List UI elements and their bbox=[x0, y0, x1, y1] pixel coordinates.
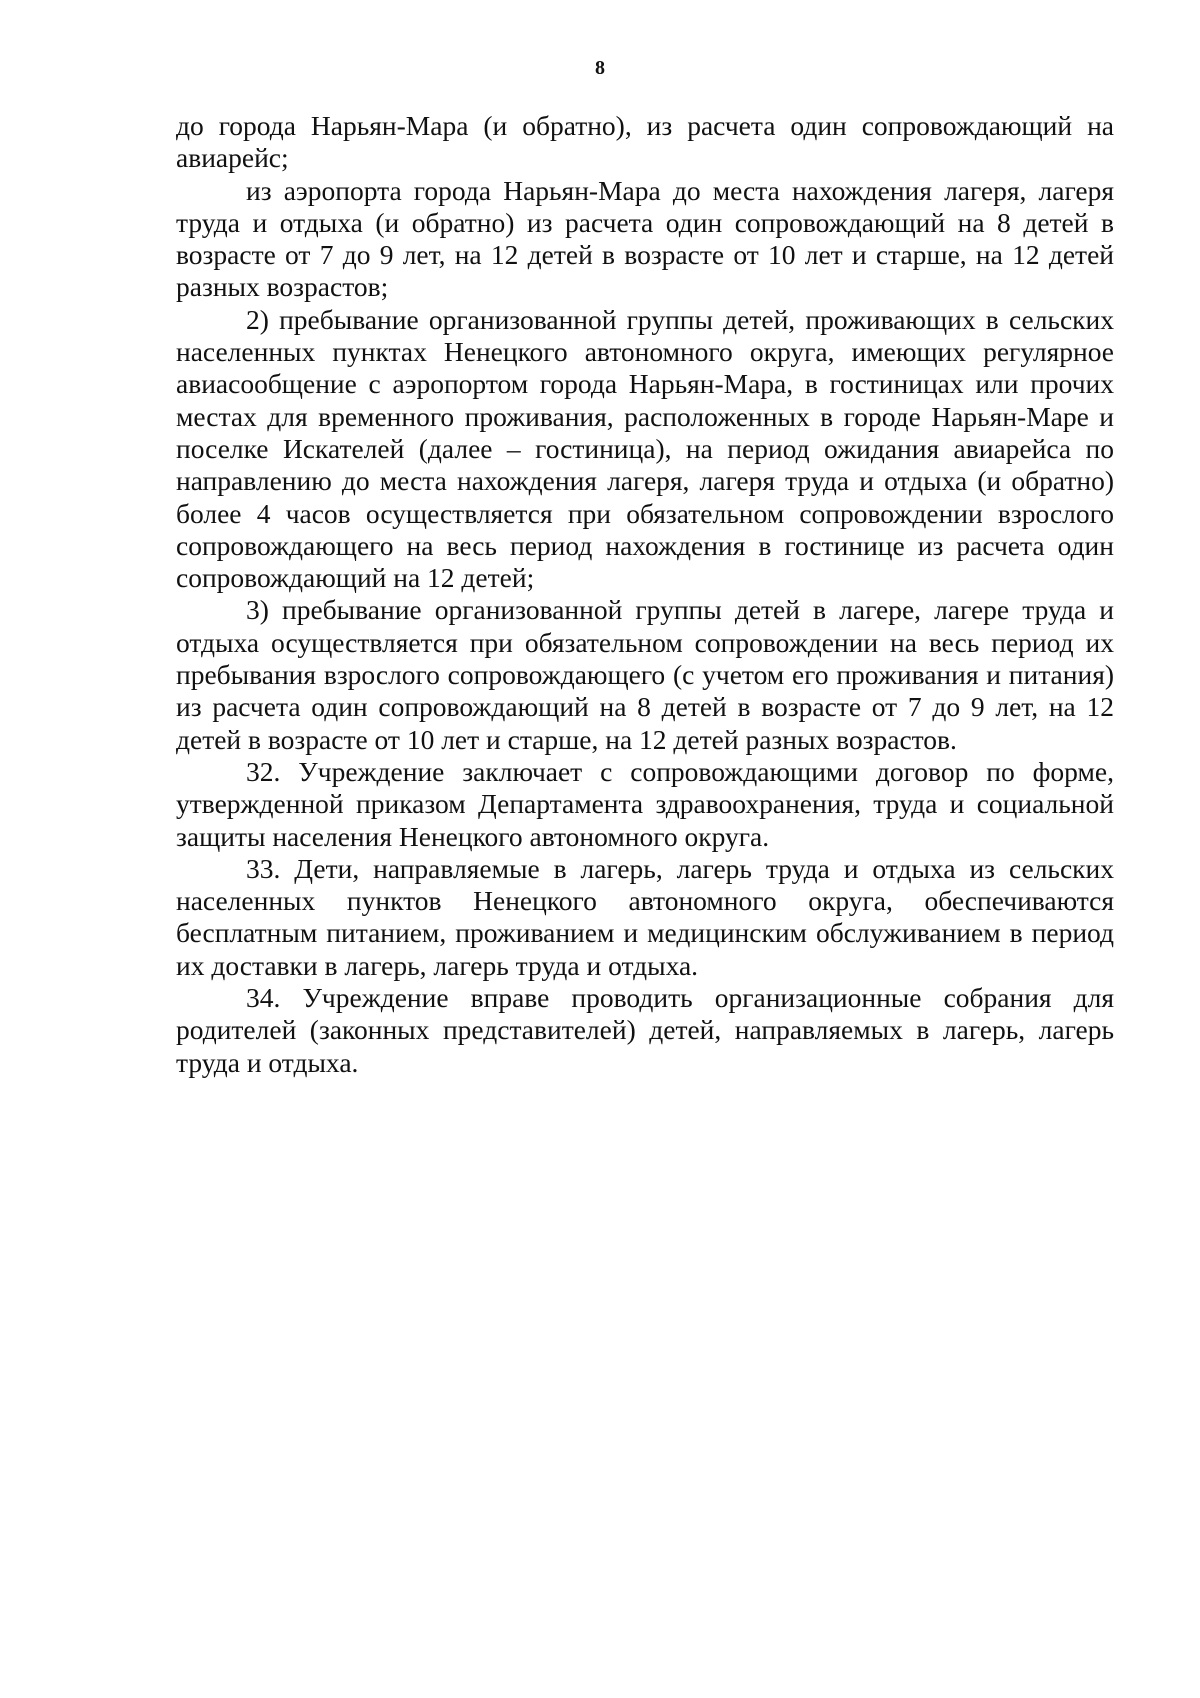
paragraph-clause-32: 32. Учреждение заключает с сопровождающими договор по форме, утвержденной приказом Департамента здравоохранения, труда и социальной защиты населения Ненецкого автономного округа. bbox=[176, 755, 1114, 852]
paragraph-continuation: до города Нарьян-Мара (и обратно), из расчета один сопровождающий на авиарейс; bbox=[176, 110, 1114, 174]
paragraph-item-2: 2) пребывание организованной группы детей, проживающих в сельских населенных пунктах Ненецкого автономного округа, имеющих регулярное авиасообщение с аэропортом города Нарьян-Мара, в гостиницах или прочих местах для временного проживания, расположенных в городе Нарьян-Маре и поселке Искателей (далее – гостиница), на период ожидания авиарейса по направлению до места нахождения лагеря, лагеря труда и отдыха (и обратно) более 4 часов осуществляется при обязательном сопровождении взрослого сопровождающего на весь период нахождения в гостинице из расчета один сопровождающий на 12 детей; bbox=[176, 303, 1114, 594]
paragraph-clause-34: 34. Учреждение вправе проводить организационные собрания для родителей (законных представителей) детей, направляемых в лагерь, лагерь труда и отдыха. bbox=[176, 982, 1114, 1078]
page-number: 8 bbox=[595, 57, 605, 79]
paragraph-clause-33: 33. Дети, направляемые в лагерь, лагерь труда и отдыха из сельских населенных пунктов Ненецкого автономного округа, обеспечиваются бесплатным питанием, проживанием и медицинским обслуживанием в период их доставки в лагерь, лагерь труда и отдыха. bbox=[176, 852, 1114, 981]
document-body bbox=[176, 110, 1114, 1079]
paragraph-item-3: 3) пребывание организованной группы детей в лагере, лагере труда и отдыха осуществляется при обязательном сопровождении на весь период их пребывания взрослого сопровождающего (с учетом его проживания и питания) из расчета один сопровождающий на 8 детей в возрасте от 7 до 9 лет, на 12 детей в возрасте от 10 лет и старше, на 12 детей разных возрастов. bbox=[176, 594, 1114, 755]
paragraph-airport-transfer: из аэропорта города Нарьян-Мара до места нахождения лагеря, лагеря труда и отдыха (и обратно) из расчета один сопровождающий на 8 детей в возрасте от 7 до 9 лет, на 12 детей в возрасте от 10 лет и старше, на 12 детей разных возрастов; bbox=[176, 174, 1114, 303]
